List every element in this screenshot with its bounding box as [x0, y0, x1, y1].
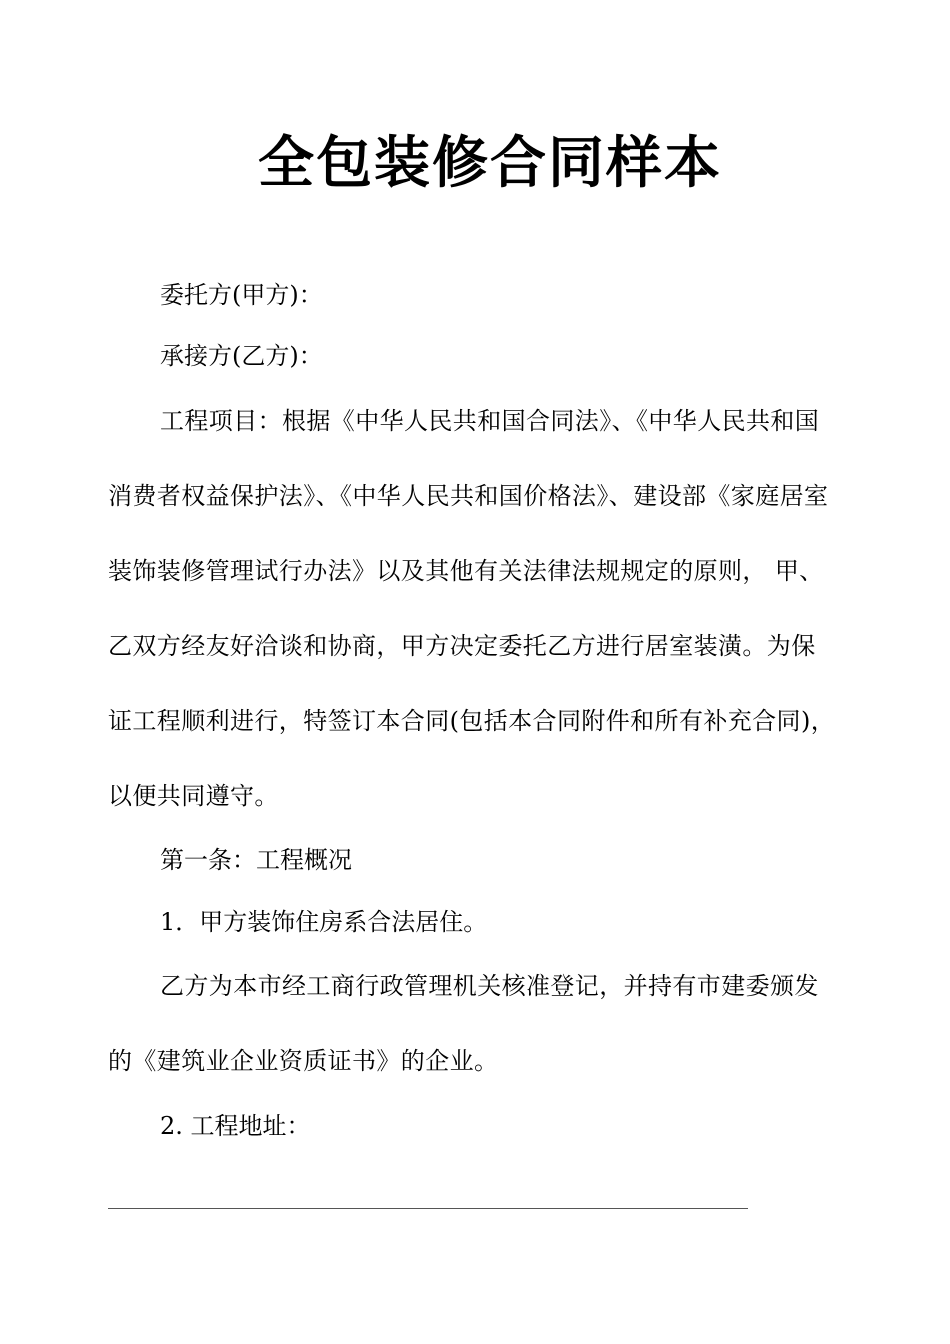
article-one-heading: 第一条：工程概况 [160, 846, 352, 874]
address-blank-line [108, 1208, 748, 1209]
contractor-qualification-paragraph: 乙方为本市经工商行政管理机关核准登记，并持有市建委颁发的《建筑业企业资质证书》的企业。 [108, 972, 819, 1075]
item-two-project-address: 2. 工程地址： [160, 1112, 311, 1140]
client-label: 委托方(甲方)： [160, 281, 323, 309]
document-title: 全包装修合同样本 [258, 131, 722, 196]
item-one: 1．甲方装饰住房系合法居住。 [160, 908, 488, 936]
contractor-label: 承接方(乙方)： [160, 342, 323, 370]
project-paragraph: 工程项目：根据《中华人民共和国合同法》、《中华人民共和国消费者权益保护法》、《中华人民共和国价格法》、建设部《家庭居室装饰装修管理试行办法》以及其他有关法律法规规定的原则， 甲、乙双方经友好洽谈和协商，甲方决定委托乙方进行居室装潢。为保证工程顺利进行，特签订本合同(包括本合同附件和所有补充合同)，以便共同遵守。 [108, 407, 836, 810]
